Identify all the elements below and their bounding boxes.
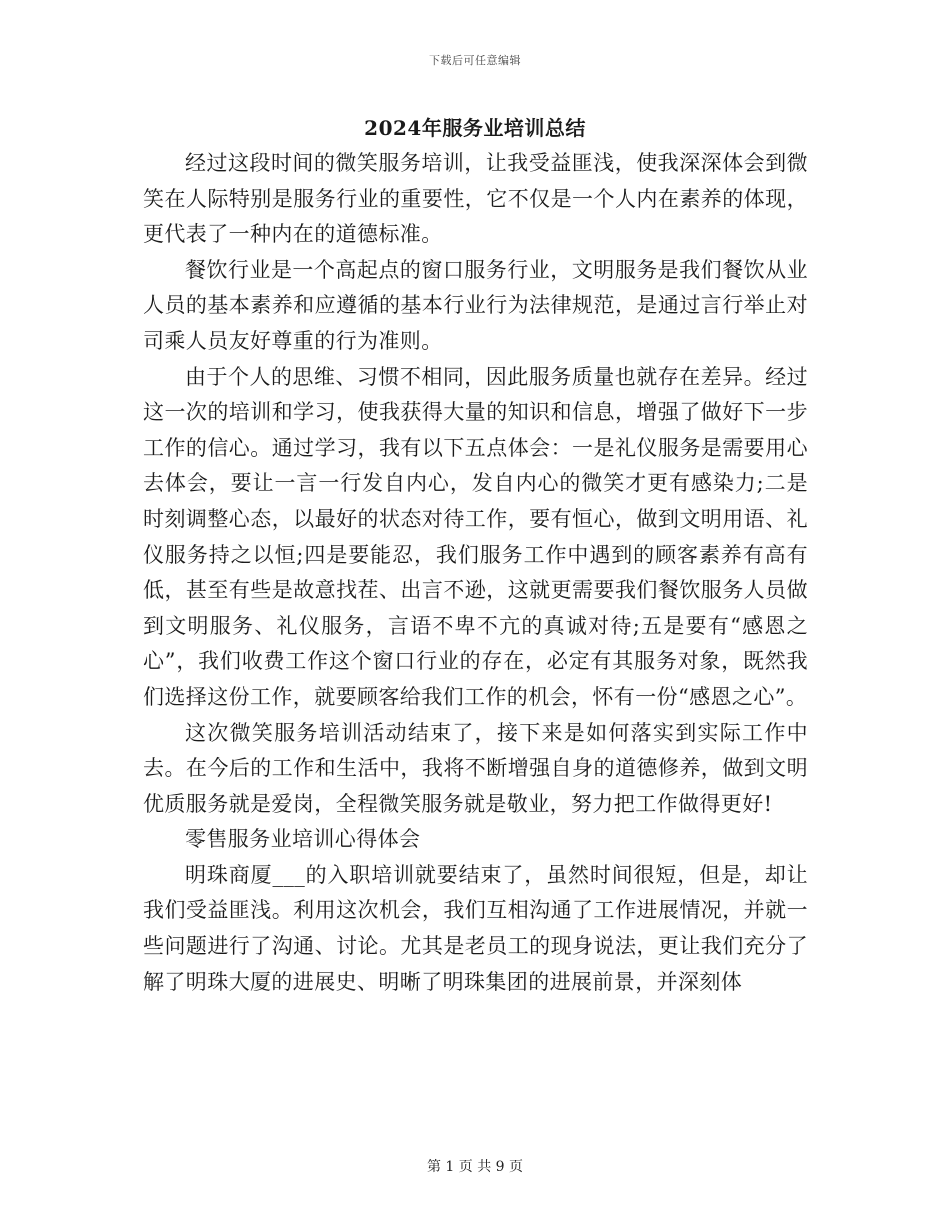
header-note: 下载后可任意编辑 xyxy=(429,54,521,67)
section-heading: 零售服务业培训心得体会 xyxy=(185,827,421,852)
document-title: 2024年服务业培训总结 xyxy=(364,116,586,140)
paragraph: 经过这段时间的微笑服务培训，让我受益匪浅，使我深深体会到微笑在人际特别是服务行业的重要性，它不仅是一个人内在素养的体现，更代表了一种内在的道德标准。 xyxy=(143,151,808,247)
page-number: 第 1 页 共 9 页 xyxy=(426,1159,524,1175)
paragraph: 这次微笑服务培训活动结束了，接下来是如何落实到实际工作中去。在今后的工作和生活中，我将不断增强自身的道德修养，做到文明优质服务就是爱岗，全程微笑服务就是敬业，努力把工作做得更好! xyxy=(143,720,808,816)
paragraph: 由于个人的思维、习惯不相同，因此服务质量也就存在差异。经过这一次的培训和学习，使我获得大量的知识和信息，增强了做好下一步工作的信心。通过学习，我有以下五点体会：一是礼仪服务是需要用心去体会，要让一言一行发自内心，发自内心的微笑才更有感染力;二是时刻调整心态，以最好的状态对待工作，要有恒心，做到文明用语、礼仪服务持之以恒;四是要能忍，我们服务工作中遇到的顾客素养有高有低，甚至有些是故意找茬、出言不逊，这就更需要我们餐饮服务人员做到文明服务、礼仪服务，言语不卑不亢的真诚对待;五是要有“感恩之心”，我们收费工作这个窗口行业的存在，必定有其服务对象，既然我们选择这份工作，就要顾客给我们工作的机会，怀有一份“感恩之心”。 xyxy=(143,364,808,709)
document-body xyxy=(143,146,808,1000)
paragraph: 明珠商厦___的入职培训就要结束了，虽然时间很短，但是，却让我们受益匪浅。利用这次机会，我们互相沟通了工作进展情况，并就一些问题进行了沟通、讨论。尤其是老员工的现身说法，更让我们充分了解了明珠大厦的进展史、明晰了明珠集团的进展前景，并深刻体 xyxy=(143,862,808,994)
paragraph: 餐饮行业是一个高起点的窗口服务行业，文明服务是我们餐饮从业人员的基本素养和应遵循的基本行业行为法律规范，是通过言行举止对司乘人员友好尊重的行为准则。 xyxy=(143,257,808,353)
